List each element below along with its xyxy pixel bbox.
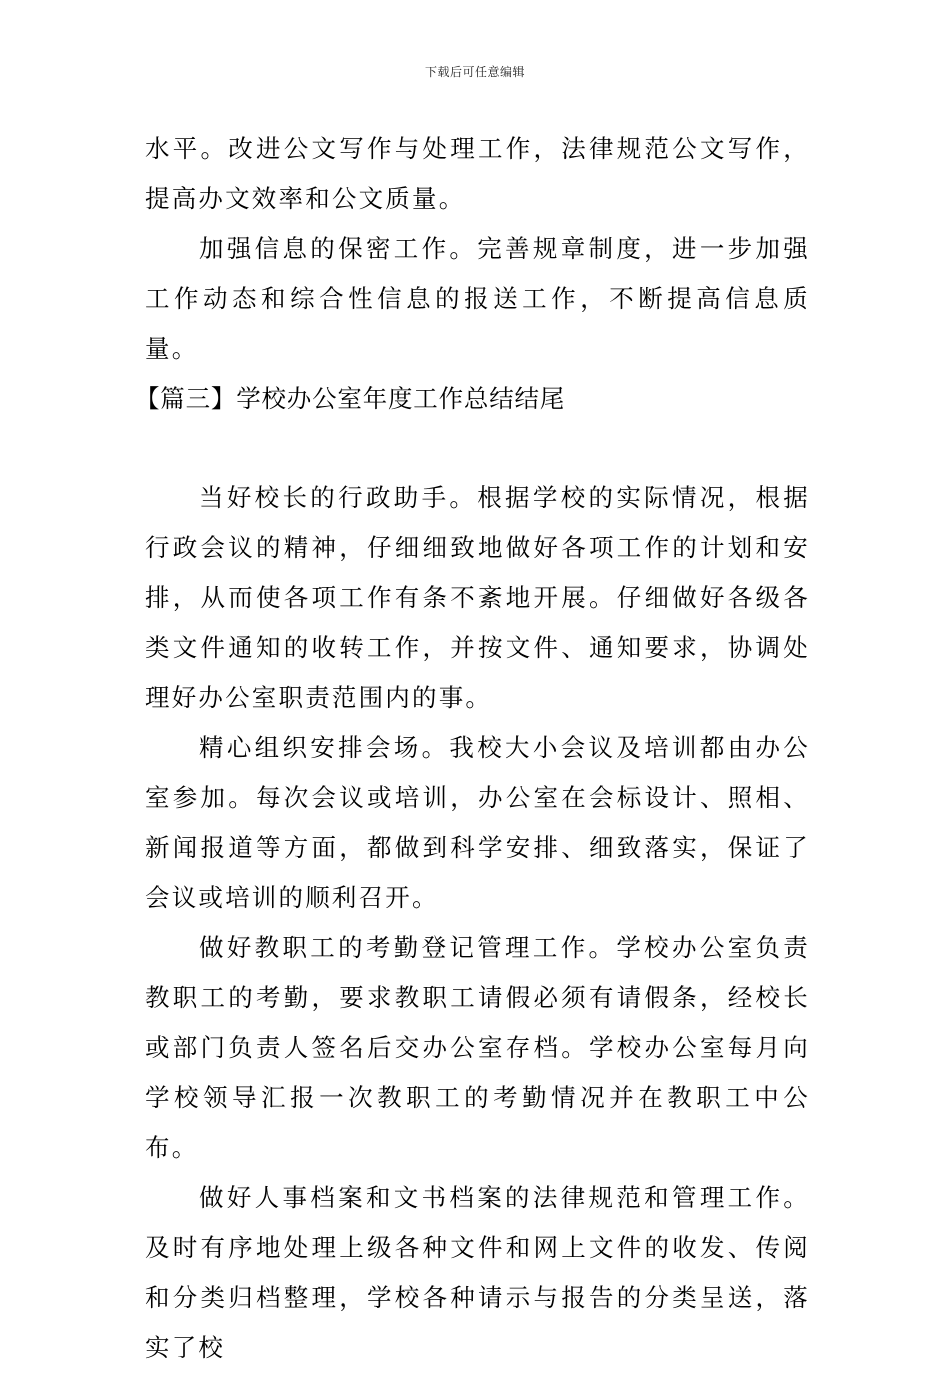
paragraph-continuation: 水平。改进公文写作与处理工作，法律规范公文写作，提高办文效率和公文质量。 — [145, 134, 810, 213]
page-header: 下载后可任意编辑 — [424, 65, 525, 79]
document-body — [135, 124, 810, 1373]
paragraph-confidentiality: 加强信息的保密工作。完善规章制度，进一步加强工作动态和综合性信息的报送工作，不断提高信息质量。 — [145, 234, 810, 363]
paragraph-admin-assistant: 当好校长的行政助手。根据学校的实际情况，根据行政会议的精神，仔细细致地做好各项工作的计划和安排，从而使各项工作有条不紊地开展。仔细做好各级各类文件通知的收转工作，并按文件、通知要求，协调处理好办公室职责范围内的事。 — [145, 483, 810, 712]
paragraph-meeting-venue: 精心组织安排会场。我校大小会议及培训都由办公室参加。每次会议或培训，办公室在会标设计、照相、新闻报道等方面，都做到科学安排、细致落实，保证了会议或培训的顺利召开。 — [145, 733, 810, 912]
paragraph-attendance: 做好教职工的考勤登记管理工作。学校办公室负责教职工的考勤，要求教职工请假必须有请假条，经校长或部门负责人签名后交办公室存档。学校办公室每月向学校领导汇报一次教职工的考勤情况并在教职工中公布。 — [145, 933, 810, 1162]
section-spacer — [145, 424, 810, 473]
paragraph-archives: 做好人事档案和文书档案的法律规范和管理工作。及时有序地处理上级各种文件和网上文件的收发、传阅和分类归档整理，学校各种请示与报告的分类呈送，落实了校 — [145, 1183, 810, 1362]
section-heading: 【篇三】学校办公室年度工作总结结尾 — [135, 384, 566, 413]
